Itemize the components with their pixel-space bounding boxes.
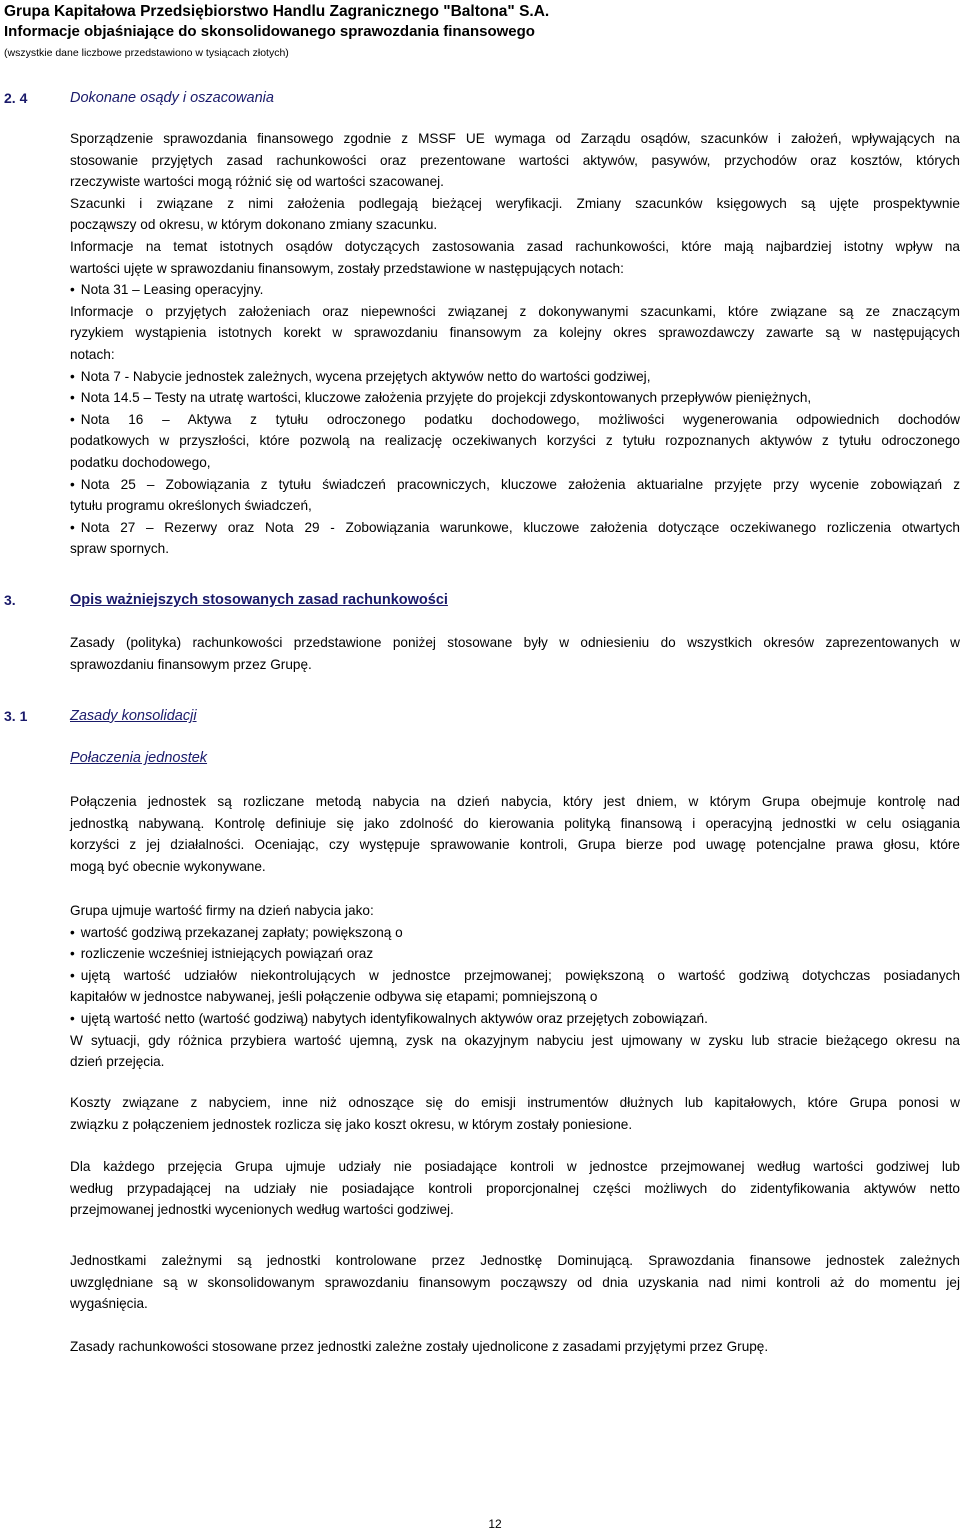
section-3-1-para-costs	[70, 1092, 960, 1135]
paragraph-line: ryzykiem wystąpienia istotnych korekt w sprawozdaniu finansowym za kolejny okres sprawozdawczy zawarte są w następujących	[70, 325, 960, 341]
section-3-1-para-nci	[70, 1156, 960, 1221]
list-item: • ujętą wartość udziałów niekontrolujących w jednostce przejmowanej; powiększoną o wartość godziwą dotychczas posiadanych	[70, 965, 960, 987]
paragraph-line: wygaśnięcia.	[70, 1296, 148, 1312]
subsection-title: Połaczenia jednostek	[70, 750, 208, 766]
section-title: Zasady konsolidacji	[70, 708, 197, 724]
paragraph-line: notach:	[70, 346, 115, 362]
section-number: 3. 1	[4, 708, 28, 724]
section-title: Opis ważniejszych stosowanych zasad rachunkowości	[70, 592, 448, 608]
paragraph-line: Połączenia jednostek są rozliczane metodą nabycia na dzień nabycia, który jest dniem, w którym Grupa obejmuje kontrolę nad	[70, 794, 960, 809]
paragraph-line: Zasady rachunkowości stosowane przez jednostki zależne zostały ujednolicone z zasadami przyjętymi przez Grupę.	[70, 1339, 769, 1354]
report-company-title: Grupa Kapitałowa Przedsiębiorstwo Handlu Zagranicznego "Baltona" S.A.	[4, 3, 550, 20]
paragraph-line: Grupa ujmuje wartość firmy na dzień nabycia jako:	[70, 903, 374, 918]
section-number: 3.	[4, 592, 16, 608]
list-item: • Nota 14.5 – Testy na utratę wartości, kluczowe założenia przyjęte do projekcji zdyskontowanych przepływów pieniężnych,	[70, 387, 960, 409]
list-item-continuation: podatkowych w przyszłości, które pozwolą na realizację oczekiwanych korzyści z tytułu rozpoznanych aktywów z tytułu odroczonego	[70, 433, 960, 449]
paragraph-line: według przypadającej na udziały nie posiadające kontroli proporcjonalnej części możliwych do zidentyfikowania aktywów netto	[70, 1180, 960, 1196]
section-2-4-body	[70, 128, 960, 560]
report-units-note: (wszystkie dane liczbowe przedstawiono w tysiącach złotych)	[4, 47, 289, 59]
paragraph-line: dzień przejęcia.	[70, 1054, 165, 1070]
list-item: • Nota 25 – Zobowiązania z tytułu świadczeń pracowniczych, kluczowe założenia aktuarialne przyjęte przy wycenie zobowiązań z	[70, 474, 960, 496]
paragraph-line: jednostką nabywaną. Kontrolę definiuje się jako zdolność do kierowania polityką finansową i operacyjną jednostki w celu osiągania	[70, 815, 960, 831]
section-number: 2. 4	[4, 90, 28, 106]
list-item-continuation: spraw spornych.	[70, 541, 169, 557]
report-subtitle: Informacje objaśniające do skonsolidowanego sprawozdania finansowego	[4, 23, 535, 40]
list-item: • ujętą wartość netto (wartość godziwą) nabytych identyfikowalnych aktywów oraz przejętych zobowiązań.	[70, 1008, 960, 1030]
paragraph-line: Koszty związane z nabyciem, inne niż odnoszące się do emisji instrumentów dłużnych lub kapitałowych, które Grupa ponosi w	[70, 1095, 960, 1110]
section-3-body	[70, 632, 960, 675]
paragraph-line: Jednostkami zależnymi są jednostki kontrolowane przez Jednostkę Dominującą. Sprawozdania finansowe jednostek zależnych	[70, 1253, 960, 1268]
paragraph-line: sprawozdaniu finansowym przez Grupę.	[70, 656, 312, 672]
list-item-continuation: kapitałów w jednostce nabywanej, jeśli połączenie odbywa się etapami; pomniejszoną o	[70, 989, 598, 1005]
paragraph-line: Szacunki i związane z nimi założenia podlegają bieżącej weryfikacji. Zmiany szacunków księgowych są ujęte prospektywnie	[70, 195, 960, 211]
paragraph-line: stosowanie przyjętych zasad rachunkowości oraz prezentowane wartości aktywów, pasywów, przychodów oraz kosztów, których	[70, 152, 960, 168]
list-item: • Nota 16 – Aktywa z tytułu odroczonego podatku dochodowego, możliwości wygenerowania odpowiednich dochodów	[70, 409, 960, 431]
paragraph-line: począwszy od okresu, w którym dokonano zmiany szacunku.	[70, 217, 438, 233]
section-3-1-para-uniform	[70, 1336, 960, 1358]
list-item: • rozliczenie wcześniej istniejących powiązań oraz	[70, 943, 960, 965]
paragraph-line: wartości ujęte w sprawozdaniu finansowym, zostały przedstawione w następujących notach:	[70, 260, 624, 276]
list-item: • wartość godziwą przekazanej zapłaty; powiększoną o	[70, 922, 960, 944]
paragraph-line: Zasady (polityka) rachunkowości przedstawione poniżej stosowane były w odniesieniu do wszystkich okresów zaprezentowanych w	[70, 635, 960, 650]
section-3-1-goodwill	[70, 900, 960, 1073]
list-item: • Nota 27 – Rezerwy oraz Nota 29 - Zobowiązania warunkowe, kluczowe założenia dotyczące oczekiwanego rozliczenia otwartych	[70, 517, 960, 539]
paragraph-line: korzyści z jej działalności. Oceniając, czy występuje sprawowanie kontroli, Grupa bierze pod uwagę potencjalne prawa głosu, które	[70, 837, 960, 853]
paragraph-line: przejmowanej jednostki wycenionych według wartości godziwej.	[70, 1202, 454, 1218]
paragraph-line: rzeczywiste wartości mogą różnić się od wartości szacowanej.	[70, 174, 444, 190]
paragraph-line: Informacje o przyjętych założeniach oraz niepewności związanej z dokonywanymi szacunkami, które związane są ze znaczącym	[70, 303, 960, 319]
list-item: • Nota 31 – Leasing operacyjny.	[70, 279, 960, 301]
paragraph-line: mogą być obecnie wykonywane.	[70, 858, 266, 874]
paragraph-line: związku z połączeniem jednostek rozlicza się jako koszt okresu, w którym zostały poniesione.	[70, 1116, 633, 1132]
paragraph-line: uwzględniane są w skonsolidowanym sprawozdaniu finansowym począwszy od dnia uzyskania nad nimi kontroli aż do momentu jej	[70, 1274, 960, 1290]
paragraph-line: Sporządzenie sprawozdania finansowego zgodnie z MSSF UE wymaga od Zarządu osądów, szacunków i założeń, wpływających na	[70, 131, 960, 146]
section-3-1-para-subsidiaries	[70, 1250, 960, 1315]
paragraph-line: Informacje na temat istotnych osądów dotyczących zastosowania zasad rachunkowości, które mają najbardziej istotny wpływ na	[70, 238, 960, 254]
paragraph-line: W sytuacji, gdy różnica przybiera wartość ujemną, zysk na okazyjnym nabyciu jest ujmowany w zysku lub stracie bieżącego okresu na	[70, 1032, 960, 1048]
section-3-1-para-1	[70, 791, 960, 877]
page-number: 12	[488, 1517, 502, 1531]
section-title: Dokonane osądy i oszacowania	[70, 90, 274, 106]
paragraph-line: Dla każdego przejęcia Grupa ujmuje udziały nie posiadające kontroli w jednostce przejmowanej według wartości godziwej lub	[70, 1159, 960, 1174]
list-item: • Nota 7 - Nabycie jednostek zależnych, wycena przejętych aktywów netto do wartości godziwej,	[70, 366, 960, 388]
list-item-continuation: podatku dochodowego,	[70, 454, 211, 470]
list-item-continuation: tytułu programu określonych świadczeń,	[70, 498, 312, 514]
